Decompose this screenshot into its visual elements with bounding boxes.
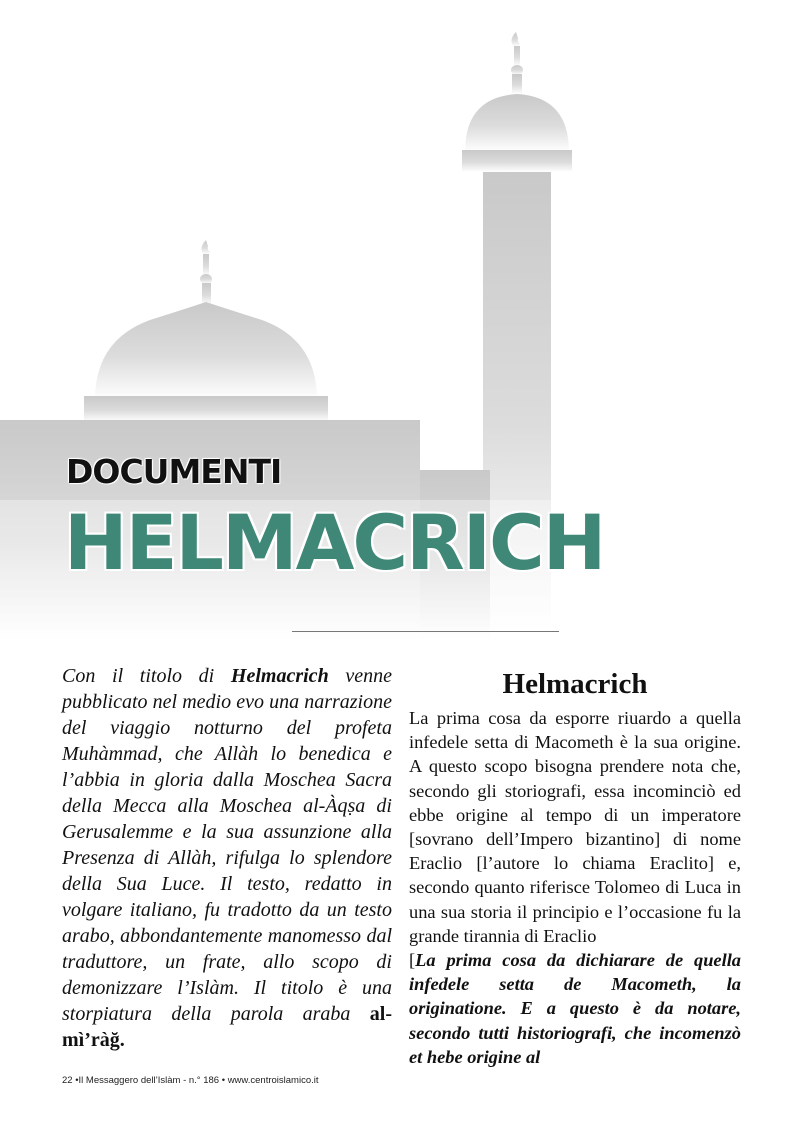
intro-title-bold: Helmacrich (230, 665, 329, 687)
intro-column (62, 663, 392, 1053)
text-column-title: Helmacrich (502, 668, 648, 700)
section-kicker: DOCUMENTI (66, 452, 282, 491)
translation-text: La prima cosa da esporre riuardo a quella infedele setta di Macometh è la sua origine. A questo scopo bisogna prendere nota che, secondo gli storiografi, essa incominciò ed ebbe origine al tempo di un imperatore [sovrano dell’Impero bizantino] di nome Eraclio [l’autore lo chiama Eraclito] e, secondo quanto riferisce Tolomeo di Luca in una sua storia il principio e l’occasione fu la grande tirannia di Eraclio (409, 708, 741, 946)
text-paragraph (409, 706, 741, 1069)
intro-text-body: venne pubblicato nel medio evo una narrazione del viaggio notturno del profeta Muhàmmad, che Allàh lo benedica e l’abbia in gloria dalla Moschea Sacra della Mecca alla Moschea al-Àqṣa di Gerusalemme e la sua assunzione alla Presenza di Allàh, rifulga lo splendore della Sua Luce. Il testo, redatto in volgare italiano, fu tradotto da un testo arabo, abbondantemente manomesso dal traduttore, un frate, allo scopo di demonizzare l’Islàm. Il titolo è una storpiatura della parola araba (62, 665, 392, 1025)
text-column (409, 666, 741, 1069)
quote-bracket: [ (409, 950, 416, 971)
intro-arabic-term: al-mì’ràğ. (62, 1003, 392, 1051)
intro-text-start: Con il titolo di (62, 665, 231, 687)
page-title: HELMACRICH (64, 498, 605, 587)
original-quote: La prima cosa da dichiarare de quella infedele setta de Macometh, la originatione. E a questo è da notare, secondo tutti historiografi, che incomenzò et hebe origine al (409, 950, 741, 1067)
intro-paragraph (62, 663, 392, 1053)
title-divider (292, 631, 559, 632)
page-footer: 22 •Il Messaggero dell’Islàm - n.° 186 • www.centroislamico.it (62, 1075, 319, 1086)
